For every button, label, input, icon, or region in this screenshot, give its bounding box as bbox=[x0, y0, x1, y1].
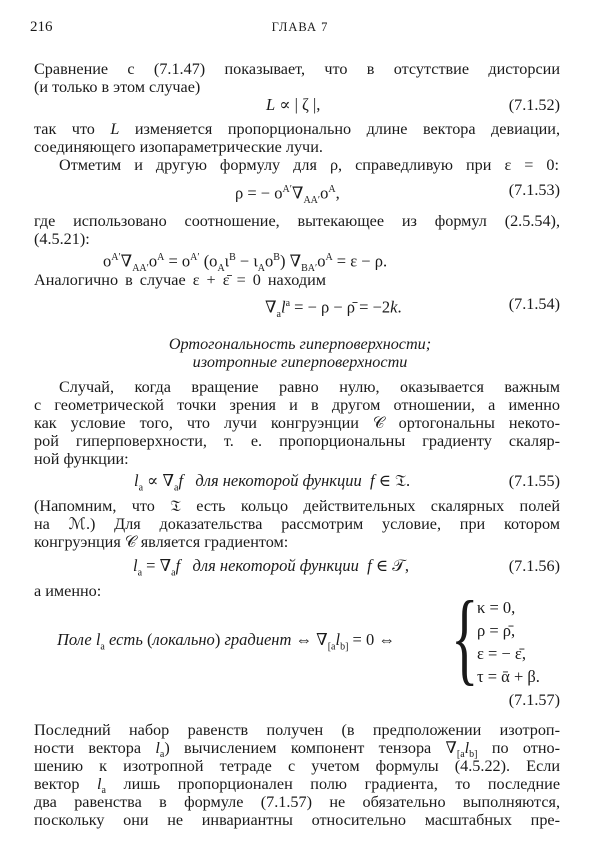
case-line: τ = ᾱ + β. bbox=[477, 667, 540, 686]
equation-7-1-52: L ∝ | ζ |, bbox=[266, 95, 321, 114]
equation-7-1-56: $l_a = \nabla_af$ для некоторой функции f ∈ 𝒯, bbox=[133, 556, 409, 579]
text-line: (и только в этом случае) bbox=[34, 78, 201, 96]
equation-7-1-53: ρ = − $o^{A'}\nabla_{AA'}o^A$, bbox=[235, 183, 340, 206]
text-line: (Напомним, что 𝔗 есть кольцо действительных скалярных полей bbox=[34, 497, 560, 515]
section-heading: изотропные гиперповерхности bbox=[192, 353, 408, 371]
text-line: где использовано соотношение, вытекающее из формул (2.5.54), bbox=[34, 212, 560, 230]
text-line: Последний набор равенств получен (в предположении изотроп- bbox=[34, 721, 560, 739]
case-line: ρ = ρ̄, bbox=[477, 621, 516, 640]
text-line: с геометрической точки зрения и в другом отношении, а именно bbox=[34, 396, 560, 414]
equation-number: (7.1.52) bbox=[508, 96, 560, 114]
equation-number: (7.1.54) bbox=[508, 295, 560, 313]
text-line: ной функции: bbox=[34, 450, 129, 468]
left-brace: { bbox=[451, 580, 479, 695]
text-line: вектор $l_a$ лишь пропорционален полю градиента, то последние bbox=[34, 775, 560, 797]
text-line: Отметим и другую формулу для ρ, справедливую при ε = 0: bbox=[59, 156, 559, 174]
text-line: Сравнение с (7.1.47) показывает, что в отсутствие дисторсии bbox=[34, 60, 560, 78]
text-line: соединяющего изопараметрические лучи. bbox=[34, 138, 323, 156]
text-line: так что L изменяется пропорционально длине вектора девиации, bbox=[34, 120, 560, 138]
text-line: рой гиперповерхности, т. е. пропорциональны градиенту скаляр- bbox=[34, 432, 560, 450]
page-number: 216 bbox=[30, 19, 53, 35]
equation-unnumbered: $o^{A'}\nabla_{AA'}o^A = o^{A'}$ $(o_A\iota^B - \iota_Ao^B) \nabla_{BA'}o^A = \varepsilon - \rho$. bbox=[103, 251, 388, 274]
text-line: как условие того, что лучи конгруэнции 𝒞 ортогональны некото- bbox=[34, 414, 560, 432]
equation-number: (7.1.57) bbox=[508, 691, 560, 709]
text-line: поскольку они не инвариантны относительно масштабных пре- bbox=[34, 811, 560, 829]
text-line: а именно: bbox=[34, 582, 102, 600]
equation-7-1-55: $l_a \propto \nabla_af$ для некоторой функции f ∈ 𝔗. bbox=[134, 471, 411, 494]
text-line: два равенства в формуле (7.1.57) не обязательно выполняются, bbox=[34, 793, 560, 811]
section-heading: Ортогональность гиперповерхности; bbox=[168, 335, 432, 353]
equation-number: (7.1.56) bbox=[508, 557, 560, 575]
text-line: ности вектора $l_a$) вычислением компонент тензора $\nabla_{[a}l_{b]}$ по отно- bbox=[34, 739, 560, 761]
case-line: ε = − ε̄, bbox=[477, 644, 526, 663]
text-line: конгруэнция 𝒞 является градиентом: bbox=[34, 533, 289, 551]
running-head: ГЛАВА 7 bbox=[271, 20, 329, 34]
equation-7-1-54: $\nabla_al^a$ = − ρ − ρ̄ = −2k. bbox=[265, 297, 402, 320]
text-line: на ℳ.) Для доказательства рассмотрим условие, при котором bbox=[34, 515, 560, 533]
text-line: (4.5.21): bbox=[34, 230, 90, 248]
equation-7-1-57-lhs: Поле $l_a$ есть (локально) градиент ⇔ $\nabla_{[a}l_{b]} = 0$ ⇔ bbox=[57, 630, 395, 653]
equation-number: (7.1.53) bbox=[508, 181, 560, 199]
text-line: шению к изотропной тетраде с учетом формулы (4.5.22). Если bbox=[34, 757, 560, 775]
text-line: Случай, когда вращение равно нулю, оказывается важным bbox=[59, 378, 560, 396]
case-line: κ = 0, bbox=[477, 598, 516, 617]
equation-number: (7.1.55) bbox=[508, 472, 560, 490]
text-line: Аналогично в случае ε + ε̄ = 0 находим bbox=[34, 271, 326, 289]
